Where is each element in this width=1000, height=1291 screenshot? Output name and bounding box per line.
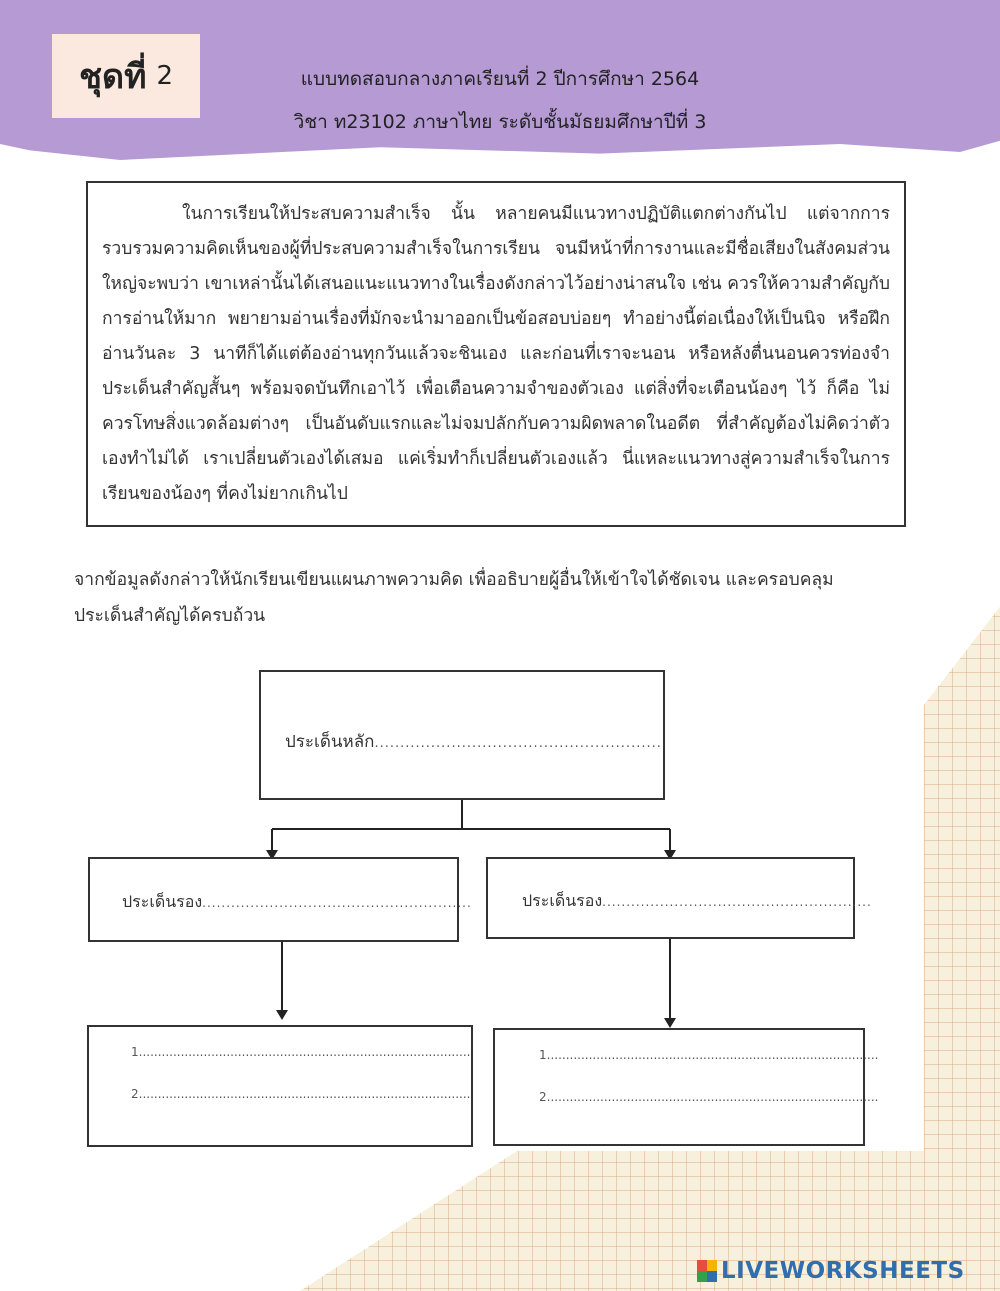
arrow-right-detail bbox=[664, 1018, 676, 1028]
exam-title-line2: วิชา ท23102 ภาษาไทย ระดับชั้นมัธยมศึกษาปีที่ 3 bbox=[293, 111, 707, 133]
instruction-line2: ประเด็นสำคัญได้ครบถ้วน bbox=[74, 606, 266, 626]
main-topic-label: ประเด็นหลัก bbox=[285, 732, 375, 752]
sub-topic-left-dots: ........................................................ bbox=[202, 896, 472, 910]
detail-left-box[interactable] bbox=[87, 1025, 473, 1147]
sub-topic-right-label: ประเด็นรอง bbox=[522, 891, 603, 910]
sub-topic-right-dots: ........................................................ bbox=[602, 895, 872, 909]
detail-right-item-2: 2....................................................................................... bbox=[539, 1090, 879, 1104]
exam-title-line1: แบบทดสอบกลางภาคเรียนที่ 2 ปีการศึกษา 2564 bbox=[300, 68, 700, 90]
instruction-line1: จากข้อมูลดังกล่าวให้นักเรียนเขียนแผนภาพความคิด เพื่ออธิบายผู้อื่นให้เข้าใจได้ชัดเจน และครอบคลุม bbox=[74, 570, 834, 590]
reading-passage-text: ในการเรียนให้ประสบความสำเร็จ นั้น หลายคนมีแนวทางปฏิบัติแตกต่างกันไป แต่จากการรวบรวมความคิดเห็นของผู้ที่ประสบความสำเร็จในการเรียน จนมีหน้าที่การงานและมีชื่อเสียงในสังคมส่วนใหญ่จะพบว่า เขาเหล่านั้นได้เสนอแนะแนวทางในเรื่องดังกล่าวไว้อย่างน่าสนใจ เช่น ควรให้ความสำคัญกับการอ่านให้มาก พยายามอ่านเรื่องที่มักจะนำมาออกเป็นข้อสอบบ่อยๆ ทำอย่างนี้ต่อเนื่องให้เป็นนิจ หรือฝึกอ่านวันละ 3 นาทีก็ได้แต่ต้องอ่านทุกวันแล้วจะชินเอง และก่อนที่เราจะนอน หรือหลังตื่นนอนควรท่องจำประเด็นสำคัญสั้นๆ พร้อมจดบันทึกเอาไว้ เพื่อเตือนความจำของตัวเอง แต่สิ่งที่จะเตือนน้องๆ ไว้ ก็คือ ไม่ควรโทษสิ่งแวดล้อมต่างๆ เป็นอันดับแรกและไม่จมปลักกับความผิดพลาดในอดีต ที่สำคัญต้องไม่คิดว่าตัวเองทำไม่ได้ เราเปลี่ยนตัวเองได้เสมอ แค่เริ่มทำก็เปลี่ยนตัวเองแล้ว นี่แหละแนวทางสู่ความสำเร็จในการเรียนของน้องๆ ที่คงไม่ยากเกินไป bbox=[102, 204, 890, 504]
main-topic-box[interactable] bbox=[259, 670, 665, 800]
detail-left-item-1: 1....................................................................................... bbox=[131, 1045, 471, 1059]
liveworksheets-logo bbox=[697, 1256, 965, 1286]
detail-left-item-2: 2....................................................................................... bbox=[131, 1087, 471, 1101]
detail-right-item-1: 1....................................................................................... bbox=[539, 1048, 879, 1062]
detail-right-box[interactable] bbox=[493, 1028, 879, 1146]
sub-topic-left-label: ประเด็นรอง bbox=[122, 892, 203, 911]
main-topic-dots: ........................................................ bbox=[374, 736, 662, 751]
sub-topic-right-box[interactable] bbox=[486, 857, 872, 939]
arrow-left-detail bbox=[276, 1010, 288, 1020]
set-number: 2 bbox=[156, 61, 174, 91]
liveworksheets-logo-icon bbox=[697, 1260, 717, 1282]
sub-topic-left-box[interactable] bbox=[88, 857, 472, 942]
liveworksheets-logo-text: LIVEWORKSHEETS bbox=[721, 1258, 965, 1284]
set-label: ชุดที่ bbox=[78, 57, 147, 97]
